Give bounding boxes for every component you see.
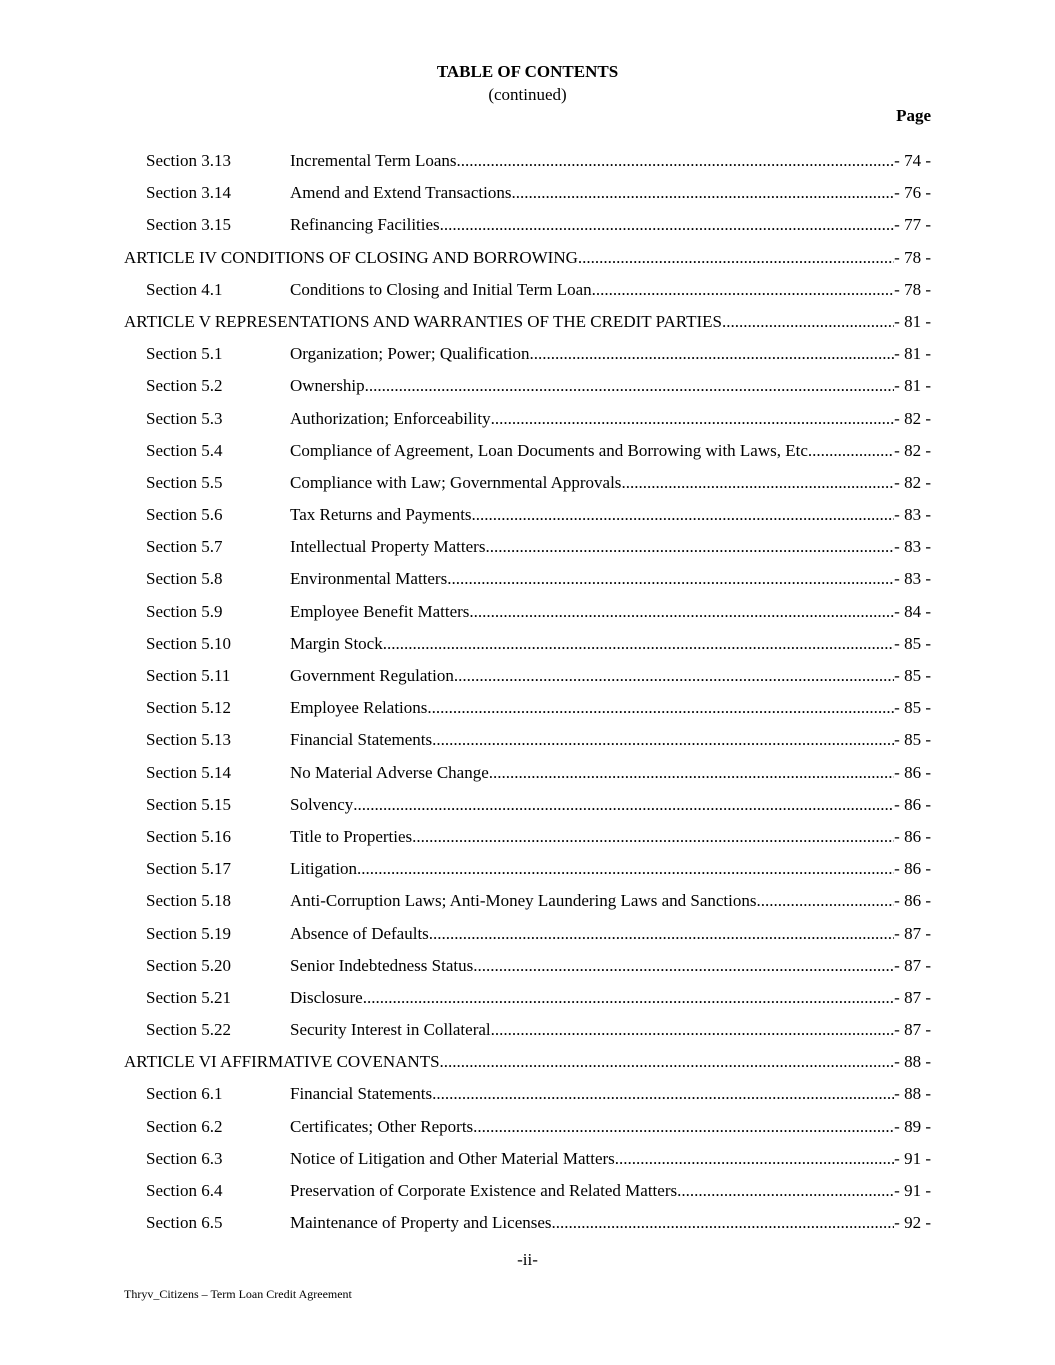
- dot-leader: [615, 1143, 894, 1175]
- toc-entry-title: Ownership: [290, 376, 365, 396]
- toc-section-row[interactable]: [124, 1143, 931, 1175]
- toc-entry-title: Incremental Term Loans: [290, 151, 457, 170]
- toc-page-number: - 83 -: [894, 569, 931, 589]
- dot-leader: [472, 499, 895, 531]
- dot-leader: [473, 950, 894, 982]
- toc-entry: [290, 757, 931, 789]
- toc-section-number: Section 6.5: [146, 1213, 223, 1233]
- dot-leader: [722, 306, 894, 338]
- toc-entry-title: Employee Relations: [290, 698, 428, 718]
- toc-entry-title: Conditions to Closing and Initial Term Loan: [290, 279, 592, 299]
- toc-page-number: - 87 -: [894, 987, 931, 1007]
- toc-section-row[interactable]: [124, 596, 931, 628]
- toc-entry-title: ARTICLE V REPRESENTATIONS AND WARRANTIES OF THE CREDIT PARTIES: [124, 311, 722, 331]
- toc-section-row[interactable]: [124, 982, 931, 1014]
- toc-entry-title: Government Regulation: [290, 666, 454, 685]
- toc-entry-title: Tax Returns and Payments: [290, 505, 472, 525]
- toc-page-number: - 82 -: [894, 472, 931, 492]
- toc-page-number: - 86 -: [894, 762, 931, 782]
- toc-entry-title: Compliance of Agreement, Loan Documents and Borrowing with Laws, Etc: [290, 440, 808, 460]
- toc-entry-title: Maintenance of Property and Licenses: [290, 1213, 552, 1233]
- toc-page-number: - 83 -: [894, 537, 931, 557]
- toc-section-number: Section 5.1: [146, 344, 223, 364]
- toc-section-number: Section 3.15: [146, 215, 231, 235]
- toc-section-number: Section 5.15: [146, 794, 231, 814]
- dot-leader: [578, 242, 894, 274]
- toc-entry: [290, 692, 931, 724]
- toc-section-row[interactable]: [124, 435, 931, 467]
- toc-entry-title: ARTICLE VI AFFIRMATIVE COVENANTS: [124, 1052, 440, 1072]
- toc-entry-title: Employee Benefit Matters: [290, 601, 470, 621]
- toc-entry-title: Title to Properties: [290, 826, 413, 846]
- toc-page-number: - 86 -: [894, 826, 931, 846]
- toc-page-number: - 81 -: [894, 376, 931, 396]
- toc-page-number: - 89 -: [894, 1116, 931, 1136]
- dot-leader: [432, 1078, 894, 1110]
- toc-entry: [290, 853, 931, 885]
- toc-entry-title: Amend and Extend Transactions: [290, 183, 512, 203]
- toc-entry-title: Compliance with Law; Governmental Approvals: [290, 472, 622, 492]
- toc-entry-title: Preservation of Corporate Existence and Related Matters: [290, 1181, 678, 1200]
- toc-entry-title: Organization; Power; Qualification: [290, 344, 530, 364]
- toc-page-number: - 85 -: [894, 633, 931, 653]
- toc-entry-title: No Material Adverse Change: [290, 762, 489, 782]
- toc-page-number: - 87 -: [894, 923, 931, 943]
- footer-document-name: Thryv_Citizens – Term Loan Credit Agreement: [124, 1287, 352, 1301]
- toc-article-row[interactable]: [124, 306, 931, 338]
- toc-entry: [290, 1111, 931, 1143]
- dot-leader: [457, 145, 895, 177]
- toc-section-row[interactable]: [124, 1175, 931, 1207]
- toc-entry: [290, 499, 931, 531]
- toc-article-row[interactable]: [124, 242, 931, 274]
- toc-entry: [290, 660, 931, 692]
- dot-leader: [383, 628, 894, 660]
- toc-entry-title: ARTICLE IV CONDITIONS OF CLOSING AND BORROWING: [124, 247, 578, 267]
- toc-entry: [290, 563, 931, 595]
- dot-leader: [489, 757, 894, 789]
- toc-section-row[interactable]: [124, 789, 931, 821]
- toc-page-number: - 82 -: [894, 408, 931, 428]
- dot-leader: [412, 821, 894, 853]
- toc-page-number: - 85 -: [894, 698, 931, 718]
- toc-entry: [290, 467, 931, 499]
- dot-leader: [427, 692, 894, 724]
- dot-leader: [756, 885, 894, 917]
- toc-page-number: - 87 -: [894, 955, 931, 975]
- toc-section-row[interactable]: [124, 274, 931, 306]
- dot-leader: [491, 403, 895, 435]
- toc-entry: [290, 338, 931, 370]
- toc-page-number: - 86 -: [894, 794, 931, 814]
- dot-leader: [432, 724, 894, 756]
- toc-section-row[interactable]: [124, 370, 931, 402]
- toc-section-number: Section 6.1: [146, 1084, 223, 1104]
- toc-entry: [290, 403, 931, 435]
- toc-entry-title: Security Interest in Collateral: [290, 1020, 491, 1040]
- toc-entry: [290, 918, 931, 950]
- toc-entry-title: Environmental Matters: [290, 569, 448, 589]
- toc-section-number: Section 5.4: [146, 440, 223, 460]
- toc-section-row[interactable]: [124, 853, 931, 885]
- dot-leader: [491, 1014, 895, 1046]
- toc-entry: [290, 982, 931, 1014]
- toc-entry-title: Financial Statements: [290, 730, 433, 750]
- toc-page-number: - 92 -: [894, 1213, 931, 1233]
- toc-section-row[interactable]: [124, 724, 931, 756]
- toc-section-row[interactable]: [124, 821, 931, 853]
- toc-entry: [290, 1078, 931, 1110]
- toc-entry-title: Senior Indebtedness Status: [290, 955, 474, 975]
- toc-section-number: Section 6.2: [146, 1116, 223, 1136]
- toc-section-number: Section 5.6: [146, 505, 223, 525]
- toc-section-number: Section 5.19: [146, 923, 231, 943]
- toc-section-row[interactable]: [124, 692, 931, 724]
- toc-entry-title: Financial Statements: [290, 1084, 433, 1104]
- toc-section-number: Section 5.9: [146, 601, 223, 621]
- toc-section-number: Section 5.16: [146, 826, 231, 846]
- toc-entry: [290, 531, 931, 563]
- toc-section-row[interactable]: [124, 177, 931, 209]
- toc-page-number: - 91 -: [894, 1181, 931, 1200]
- toc-section-number: Section 5.11: [146, 666, 231, 685]
- toc-title: TABLE OF CONTENTS: [436, 62, 619, 81]
- dot-leader: [447, 563, 894, 595]
- toc-entry: [290, 596, 931, 628]
- toc-page-number: - 86 -: [894, 891, 931, 911]
- toc-page-number: - 86 -: [894, 859, 931, 879]
- toc-section-number: Section 5.2: [146, 376, 223, 396]
- dot-leader: [552, 1207, 895, 1239]
- toc-page-number: - 87 -: [894, 1020, 931, 1040]
- toc-section-row[interactable]: [124, 338, 931, 370]
- toc-section-row[interactable]: [124, 660, 931, 692]
- toc-page-number: - 78 -: [894, 247, 931, 267]
- toc-section-number: Section 3.14: [146, 183, 231, 203]
- dot-leader: [592, 274, 895, 306]
- toc-section-number: Section 5.13: [146, 730, 231, 750]
- dot-leader: [357, 853, 894, 885]
- toc-entry-title: Notice of Litigation and Other Material Matters: [290, 1148, 615, 1168]
- toc-section-row[interactable]: [124, 209, 931, 241]
- toc-entry-title: Solvency: [290, 794, 354, 814]
- toc-entry: [290, 1014, 931, 1046]
- toc-entry-title: Intellectual Property Matters: [290, 537, 486, 557]
- dot-leader: [530, 338, 895, 370]
- dot-leader: [511, 177, 894, 209]
- toc-entry-title: Absence of Defaults: [290, 923, 429, 943]
- toc-entry: [290, 950, 931, 982]
- toc-entry: [124, 1046, 931, 1078]
- toc-page-number: - 83 -: [894, 505, 931, 525]
- toc-section-number: Section 5.10: [146, 633, 231, 653]
- toc-section-row[interactable]: [124, 499, 931, 531]
- toc-page-number: - 82 -: [894, 440, 931, 460]
- toc-section-row[interactable]: [124, 403, 931, 435]
- toc-section-row[interactable]: [124, 950, 931, 982]
- dot-leader: [621, 467, 894, 499]
- toc-entry-title: Authorization; Enforceability: [290, 408, 491, 428]
- toc-section-number: Section 5.20: [146, 955, 231, 975]
- dot-leader: [365, 370, 895, 402]
- toc-entry: [124, 242, 931, 274]
- toc-page-number: - 81 -: [894, 344, 931, 364]
- toc-entry: [290, 209, 931, 241]
- toc-section-number: Section 5.17: [146, 859, 231, 879]
- toc-page-number: - 88 -: [894, 1052, 931, 1072]
- toc-page-number: - 88 -: [894, 1084, 931, 1104]
- toc-subtitle: (continued): [488, 85, 567, 104]
- toc-entry: [290, 370, 931, 402]
- toc-entry-title: Litigation: [290, 859, 358, 879]
- toc-section-number: Section 5.7: [146, 537, 223, 557]
- toc-section-row[interactable]: [124, 1111, 931, 1143]
- dot-leader: [808, 435, 894, 467]
- toc-entry: [124, 306, 931, 338]
- toc-section-number: Section 6.4: [146, 1181, 223, 1200]
- toc-page-number: - 81 -: [894, 311, 931, 331]
- toc-section-row[interactable]: [124, 757, 931, 789]
- toc-section-number: Section 5.21: [146, 987, 231, 1007]
- toc-section-number: Section 6.3: [146, 1148, 223, 1168]
- dot-leader: [363, 982, 894, 1014]
- toc-entry-title: Disclosure: [290, 987, 363, 1007]
- dot-leader: [473, 1111, 894, 1143]
- toc-section-number: Section 5.14: [146, 762, 231, 782]
- footer-page-number: -ii-: [517, 1250, 538, 1269]
- dot-leader: [353, 789, 894, 821]
- dot-leader: [440, 1046, 895, 1078]
- toc-section-row[interactable]: [124, 1014, 931, 1046]
- toc-entry: [290, 1207, 931, 1239]
- toc-section-number: Section 5.5: [146, 472, 223, 492]
- toc-entry: [290, 145, 931, 177]
- toc-entry: [290, 885, 931, 917]
- dot-leader: [440, 209, 895, 241]
- toc-entry-title: Certificates; Other Reports: [290, 1116, 474, 1136]
- toc-section-row[interactable]: [124, 531, 931, 563]
- toc-page-number: - 76 -: [894, 183, 931, 203]
- toc-section-row[interactable]: [124, 628, 931, 660]
- toc-entry: [290, 435, 931, 467]
- toc-entry-title: Refinancing Facilities: [290, 215, 440, 235]
- toc-page-number: - 74 -: [894, 151, 931, 170]
- toc-article-row[interactable]: [124, 1046, 931, 1078]
- dot-leader: [485, 531, 894, 563]
- toc-section-number: Section 3.13: [146, 151, 231, 170]
- toc-section-number: Section 5.12: [146, 698, 231, 718]
- toc-section-row[interactable]: [124, 467, 931, 499]
- toc-entry: [290, 628, 931, 660]
- toc-entry: [290, 789, 931, 821]
- toc-entry-title: Anti-Corruption Laws; Anti-Money Laundering Laws and Sanctions: [290, 891, 757, 911]
- toc-entry: [290, 821, 931, 853]
- toc-page-number: - 84 -: [894, 601, 931, 621]
- toc-section-number: Section 5.3: [146, 408, 223, 428]
- toc-entry: [290, 274, 931, 306]
- toc-page-number: - 78 -: [894, 279, 931, 299]
- dot-leader: [677, 1175, 894, 1207]
- toc-page-number: - 77 -: [894, 215, 931, 235]
- toc-page-number: - 91 -: [894, 1148, 931, 1168]
- toc-section-number: Section 5.8: [146, 569, 223, 589]
- toc-entry: [290, 1175, 931, 1207]
- toc-list: [124, 145, 931, 1239]
- toc-section-row[interactable]: [124, 885, 931, 917]
- dot-leader: [429, 918, 894, 950]
- toc-entry: [290, 177, 931, 209]
- toc-section-row[interactable]: [124, 563, 931, 595]
- toc-entry-title: Margin Stock: [290, 633, 383, 653]
- toc-entry: [290, 724, 931, 756]
- toc-section-number: Section 5.22: [146, 1020, 231, 1040]
- toc-section-row[interactable]: [124, 1207, 931, 1239]
- toc-section-number: Section 5.18: [146, 891, 231, 911]
- page-column-label: Page: [896, 106, 931, 125]
- toc-section-row[interactable]: [124, 1078, 931, 1110]
- toc-page-number: - 85 -: [894, 730, 931, 750]
- toc-section-row[interactable]: [124, 145, 931, 177]
- toc-entry: [290, 1143, 931, 1175]
- toc-page-number: - 85 -: [894, 666, 931, 685]
- toc-section-number: Section 4.1: [146, 279, 223, 299]
- dot-leader: [469, 596, 894, 628]
- dot-leader: [454, 660, 894, 692]
- toc-section-row[interactable]: [124, 918, 931, 950]
